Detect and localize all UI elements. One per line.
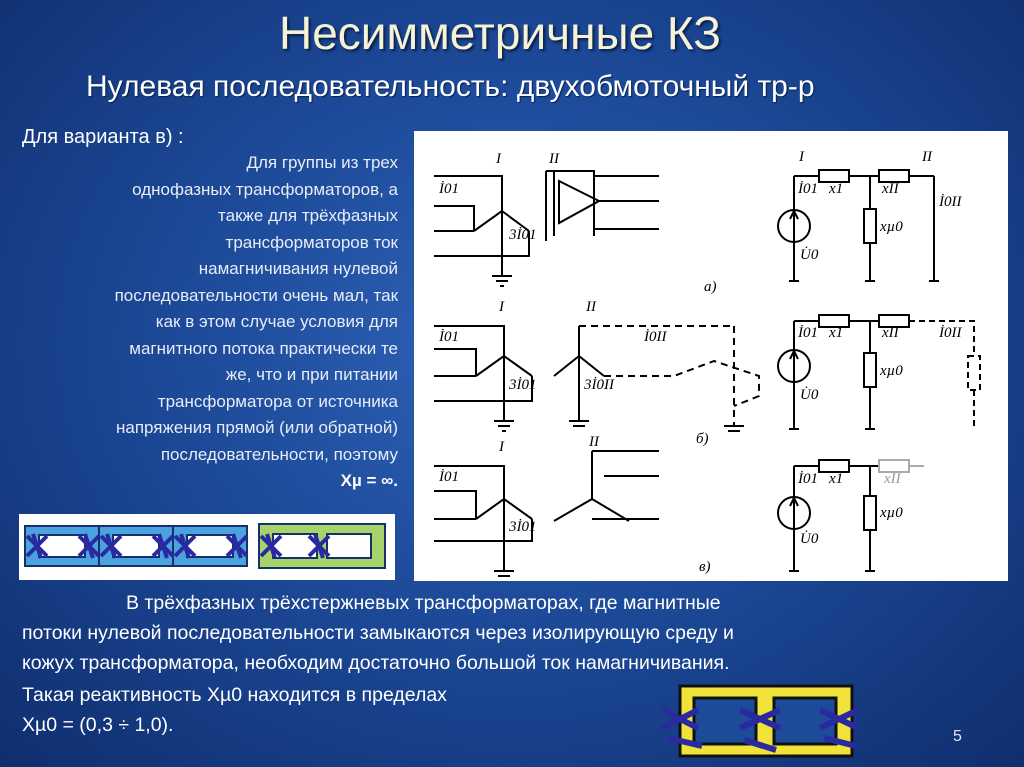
circuit-a-x1: x1 bbox=[829, 181, 844, 197]
circuit-b-i0II: İ0II bbox=[939, 325, 962, 341]
circuit-b-x1: x1 bbox=[829, 325, 844, 341]
circuit-a-u0: U̇0 bbox=[800, 247, 819, 263]
row-c-i01: İ01 bbox=[439, 469, 459, 485]
left-line: Для группы из трех bbox=[246, 153, 398, 172]
circuit-c-xmu: xµ0 bbox=[880, 505, 903, 521]
row-c-label-II: II bbox=[589, 434, 599, 450]
circuit-c-i01: İ01 bbox=[798, 471, 818, 487]
schematic-panel bbox=[414, 131, 1008, 581]
circuit-a-node-II: II bbox=[922, 149, 932, 165]
bottom-line: потоки нулевой последовательности замыкаются через изолирующую среду и bbox=[22, 622, 734, 644]
left-line: последовательности очень мал, так bbox=[114, 285, 398, 305]
row-a-label-II: II bbox=[549, 151, 559, 167]
bottom-line: Такая реактивность Xµ0 находится в пределах bbox=[22, 684, 447, 706]
left-line: как в этом случае условия для bbox=[155, 312, 398, 331]
core-illustration-2 bbox=[658, 680, 868, 762]
bottom-line: Xµ0 = (0,3 ÷ 1,0). bbox=[22, 714, 174, 736]
left-line: же, что и при питании bbox=[225, 365, 398, 384]
row-a-3i01: 3İ01 bbox=[509, 227, 537, 243]
row-a-delta-winding bbox=[546, 171, 659, 241]
row-c-second-winding bbox=[554, 451, 659, 521]
left-line: последовательности, поэтому bbox=[160, 444, 398, 464]
circuit-c-x2: xII bbox=[884, 471, 901, 487]
left-line: трансформатора от источника bbox=[157, 391, 398, 411]
left-line: напряжения прямой (или обратной) bbox=[115, 418, 398, 437]
row-a-i01: İ01 bbox=[439, 181, 459, 197]
circuit-c-x1: x1 bbox=[829, 471, 844, 487]
bottom-paragraph bbox=[22, 588, 982, 678]
circuit-b-xmu: xµ0 bbox=[880, 363, 903, 379]
circuit-a-node-I: I bbox=[799, 149, 804, 165]
row-b-i0II: İ0II bbox=[644, 329, 667, 345]
row-b-i01: İ01 bbox=[439, 329, 459, 345]
core-green bbox=[259, 524, 385, 568]
circuit-c-u0: U̇0 bbox=[800, 531, 819, 547]
row-b-label: б) bbox=[696, 431, 709, 447]
circuit-b-x2: xII bbox=[882, 325, 899, 341]
slide-title: Несимметричные КЗ bbox=[278, 7, 721, 59]
xmu-formula: Xµ = ∞. bbox=[340, 471, 398, 490]
left-line: трансформаторов ток bbox=[225, 232, 398, 252]
row-c-label: в) bbox=[699, 559, 711, 575]
circuit-b-i01: İ01 bbox=[798, 325, 818, 341]
circuit-a-i0II: İ0II bbox=[939, 194, 962, 210]
row-b-3i0II: 3İ0II bbox=[584, 377, 614, 393]
slide-subtitle: Нулевая последовательность: двухобмоточный тр-р bbox=[86, 70, 815, 103]
row-c-3i01: 3İ01 bbox=[509, 519, 537, 535]
left-line: однофазных трансформаторов, а bbox=[132, 179, 398, 199]
row-b-3i01: 3İ01 bbox=[509, 377, 537, 393]
left-line: также для трёхфазных bbox=[218, 206, 398, 225]
bottom-line: В трёхфазных трёхстержневых трансформаторах, где магнитные bbox=[126, 592, 721, 614]
left-paragraph bbox=[8, 150, 398, 495]
circuit-a-x2: xII bbox=[882, 181, 899, 197]
circuit-b-u0: U̇0 bbox=[800, 387, 819, 403]
page-number: 5 bbox=[953, 728, 962, 745]
circuit-a-xmu: xµ0 bbox=[880, 219, 903, 235]
variant-label: Для варианта в) : bbox=[22, 126, 184, 148]
bottom-line: кожух трансформатора, необходим достаточно большой ток намагничивания. bbox=[22, 652, 730, 674]
core-illustration-1 bbox=[19, 514, 395, 580]
circuit-a-i01: İ01 bbox=[798, 181, 818, 197]
row-a-label: а) bbox=[704, 279, 717, 295]
row-b-label-I: I bbox=[499, 299, 504, 315]
bottom-reactance-text bbox=[22, 680, 447, 740]
left-line: магнитного потока практически те bbox=[129, 338, 398, 358]
row-a-label-I: I bbox=[496, 151, 501, 167]
left-line: намагничивания нулевой bbox=[198, 259, 398, 278]
row-c-label-I: I bbox=[499, 439, 504, 455]
row-b-label-II: II bbox=[586, 299, 596, 315]
